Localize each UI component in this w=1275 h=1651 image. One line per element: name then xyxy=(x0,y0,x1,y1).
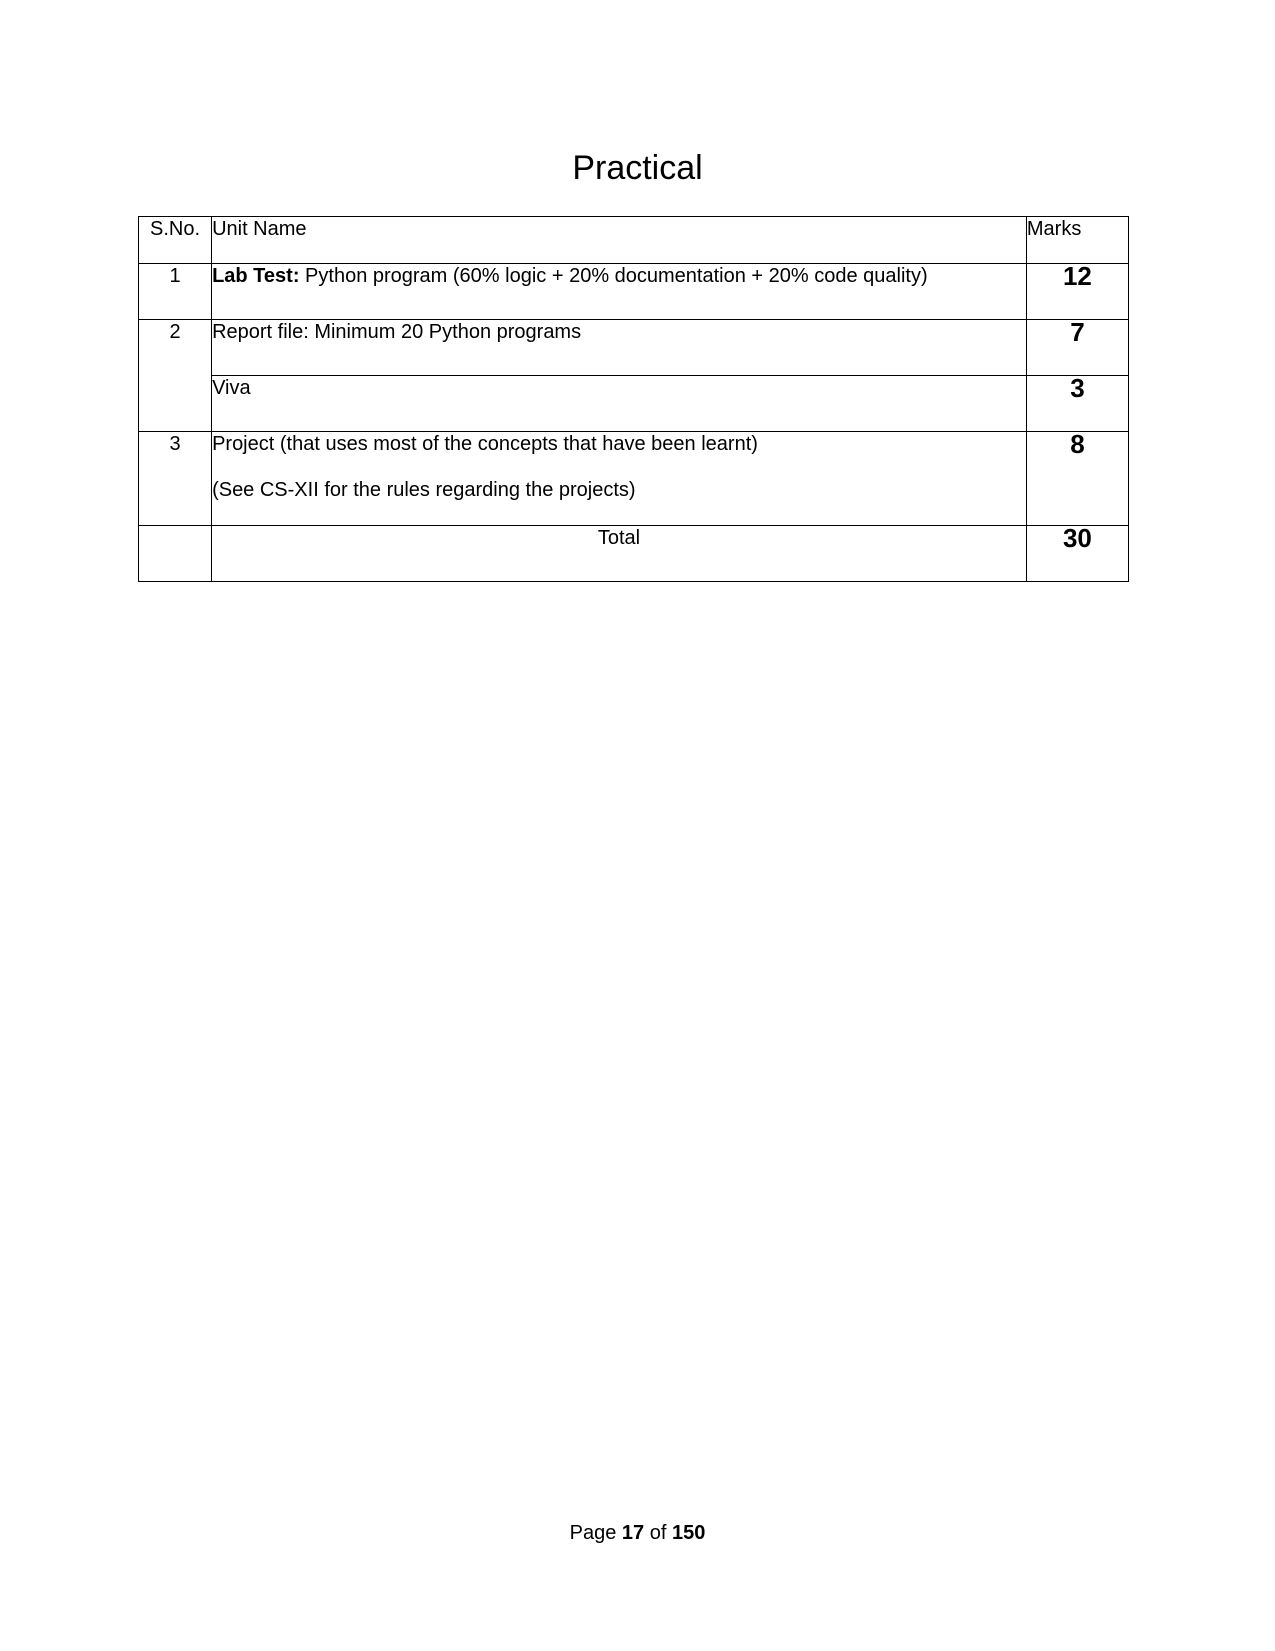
footer-page-label: Page xyxy=(569,1522,617,1544)
row-unit-name: Report file: Minimum 20 Python programs xyxy=(212,320,1027,376)
total-row xyxy=(139,526,1129,582)
total-label: Total xyxy=(212,526,1027,582)
total-marks: 30 xyxy=(1026,526,1128,582)
row-unit-name xyxy=(212,432,1027,526)
total-sno-empty xyxy=(139,526,212,582)
row-unit-name: Viva xyxy=(212,376,1027,432)
project-note: (See CS-XII for the rules regarding the projects) xyxy=(212,479,636,501)
header-unit-name: Unit Name xyxy=(212,217,1027,264)
row-marks: 8 xyxy=(1026,432,1128,526)
lab-test-text: Python program (60% logic + 20% documentation + 20% code quality) xyxy=(305,265,928,287)
header-marks: Marks xyxy=(1026,217,1128,264)
row-sno: 3 xyxy=(139,432,212,526)
table-row xyxy=(139,432,1129,526)
page-number-footer xyxy=(0,1521,1275,1545)
row-marks: 7 xyxy=(1026,320,1128,376)
page-title: Practical xyxy=(572,149,703,187)
footer-current-page: 17 xyxy=(621,1522,645,1544)
row-sno: 1 xyxy=(139,264,212,320)
table-row xyxy=(139,264,1129,320)
row-marks: 12 xyxy=(1026,264,1128,320)
lab-test-label: Lab Test: xyxy=(212,265,300,287)
row-unit-name xyxy=(212,264,1027,320)
table-row xyxy=(139,376,1129,432)
table-header-row xyxy=(139,217,1129,264)
row-sno: 2 xyxy=(139,320,212,432)
footer-of-label: of xyxy=(649,1522,667,1544)
row-marks: 3 xyxy=(1026,376,1128,432)
table-row xyxy=(139,320,1129,376)
marks-table xyxy=(138,216,1129,582)
project-text: Project (that uses most of the concepts that have been learnt) xyxy=(212,433,758,455)
header-sno: S.No. xyxy=(139,217,212,264)
footer-total-pages: 150 xyxy=(671,1522,706,1544)
